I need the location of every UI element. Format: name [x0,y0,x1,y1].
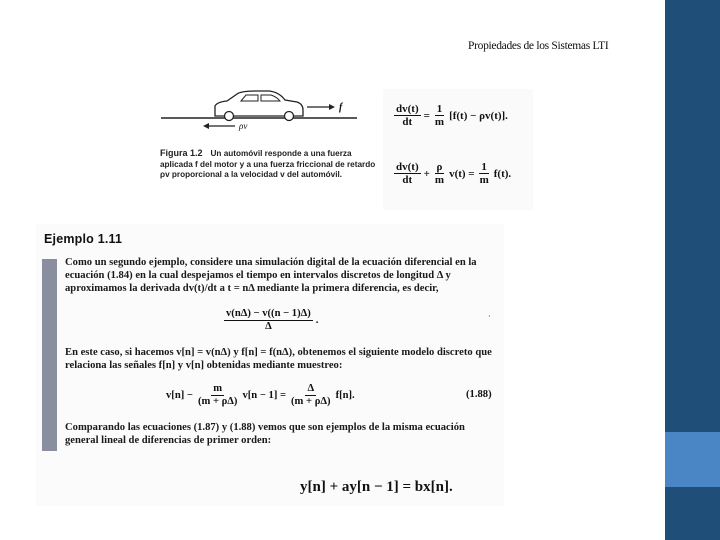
general-difference-equation: y[n] + ay[n − 1] = bx[n]. [300,479,453,495]
eq2-num: dv(t) [396,161,419,173]
equation-2 [391,161,511,186]
scan-mark: · [488,312,491,321]
figure-car [157,88,379,210]
example-heading: Ejemplo 1.11 [44,232,123,246]
force-arrowhead [329,104,335,110]
example-paragraph-1: Como un segundo ejemplo, considere una simulación digital de la ecuación diferencial en la ecuación (1.84) en la cual despejamos el tiempo en intervalos discretos de longitud Δ y aproximamos la derivada dv(t)/dt a t = nΔ mediante la primera diferencia, es decir, [65,257,477,294]
force-label: f [339,102,343,113]
equations-panel [383,89,533,210]
equation-number: (1.88) [466,389,492,400]
model-rhs: f[n]. [335,390,355,401]
eq1-coef-den: m [434,116,445,128]
eq2-mid: v(t) = [449,167,475,180]
difference-den: Δ [265,321,272,332]
discrete-model-equation [166,383,355,408]
figure-caption [160,148,380,181]
eq2-coef-num: ρ [436,161,443,173]
eq2-coef2-den: m [479,174,489,186]
eq2-den: dt [402,174,413,186]
example-paragraph-3: Comparando las ecuaciones (1.87) y (1.88) vemos que son ejemplos de la misma ecuación general lineal de diferencias de primer orden: [65,422,465,446]
sidebar-accent-block [665,432,720,487]
eq1-num: dv(t) [396,103,419,115]
eq2-coef2-num: 1 [481,161,487,173]
example-side-bar [42,259,57,451]
model-lhs: v[n] − [166,390,193,401]
example-paragraph-2: En este caso, si hacemos v[n] = v(nΔ) y f[n] = f(nΔ), obtenemos el siguiente modelo discreto que relaciona las señales f[n] y v[n] obtenidas mediante muestreo: [65,347,492,371]
difference-num: v(nΔ) − v((n − 1)Δ) [226,308,311,319]
eq2-rhs: f(t). [493,167,512,180]
figure-caption-text: Un automóvil responde a una fuerza aplicada f del motor y a una fuerza friccional de retardo ρv proporcional a la velocidad v del automóvil. [160,149,376,180]
eq2-plus: + [423,167,430,180]
model-frac1-num: m [213,383,223,394]
car-wheel-icon [285,112,294,121]
eq1-coef-num: 1 [436,103,443,115]
equation-1 [391,103,508,128]
eq1-rhs: [f(t) − ρv(t)]. [449,109,508,122]
example-scan [36,224,504,506]
car-window-icon [241,95,280,101]
model-frac2-den: (m + ρΔ) [291,396,331,407]
model-frac1-den: (m + ρΔ) [197,396,238,407]
eq1-den: dt [402,116,413,128]
difference-end: . [315,315,319,326]
slide-title: Propiedades de los Sistemas LTI [468,40,609,52]
car-wheel-icon [225,112,234,121]
figure-caption-title: Figura 1.2 [160,148,203,158]
model-frac2-num: Δ [307,383,315,394]
model-mid: v[n − 1] = [242,390,287,401]
eq1-equals: = [423,109,430,122]
friction-arrowhead [203,123,209,129]
friction-label: ρv [239,121,248,131]
difference-equation [221,308,318,333]
car-illustration [157,88,379,148]
eq2-coef-den: m [434,174,445,186]
